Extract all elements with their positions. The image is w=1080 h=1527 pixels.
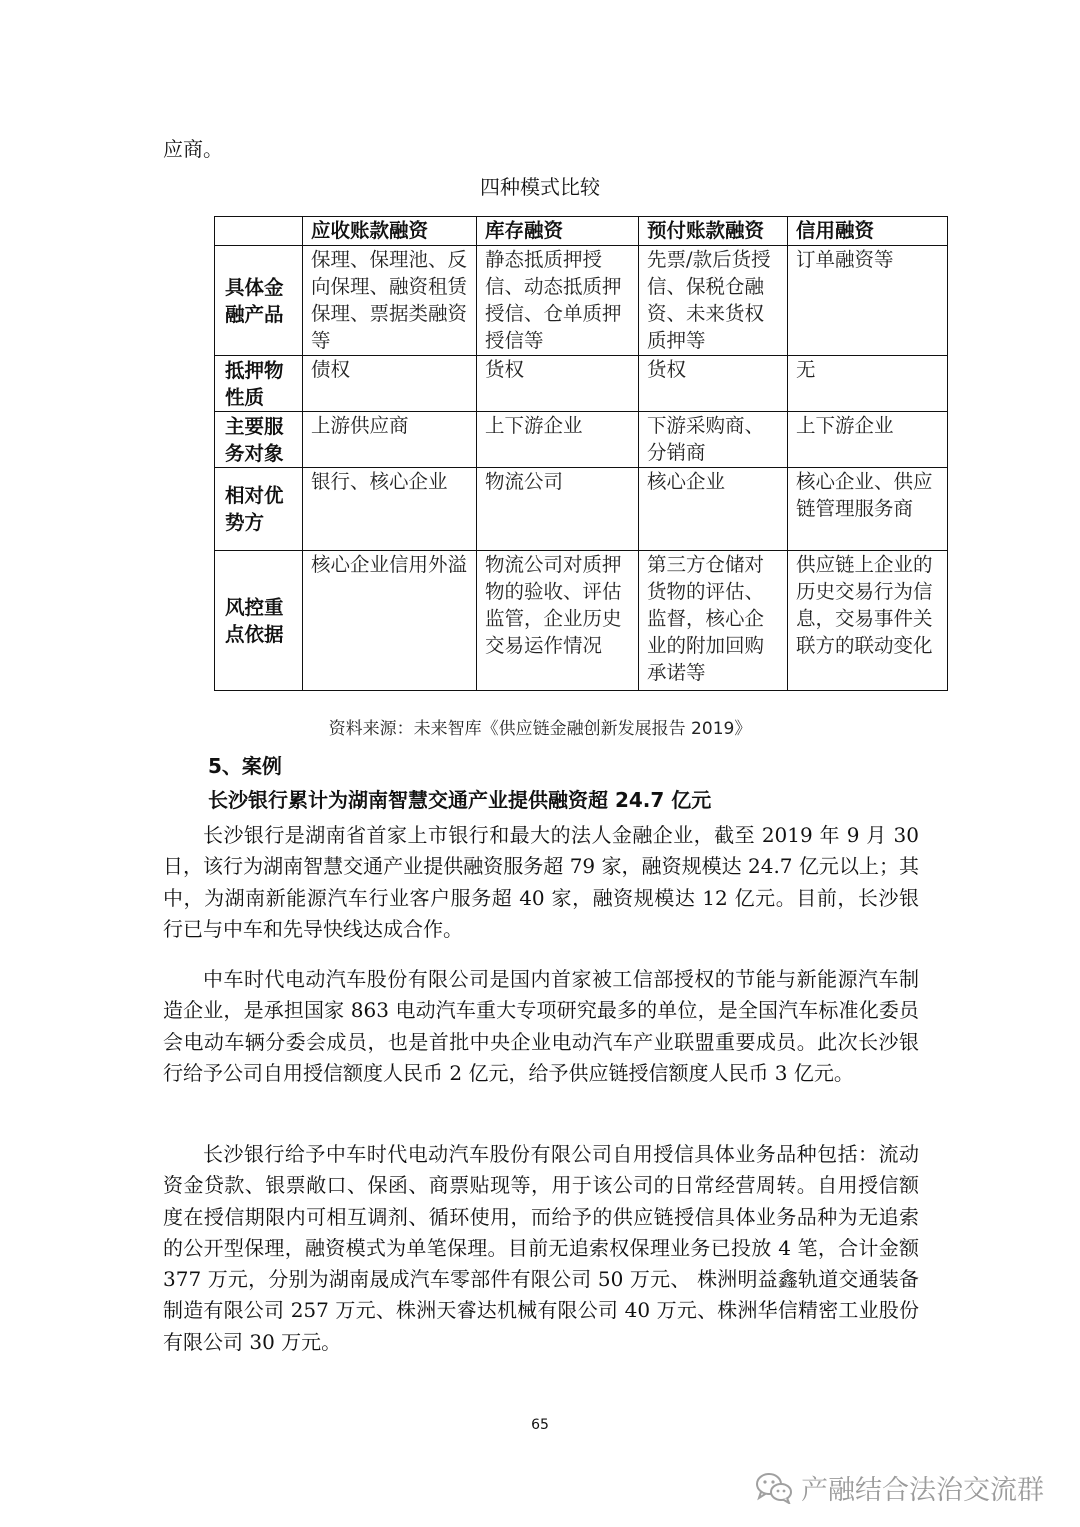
- header-cell: 库存融资: [477, 217, 639, 246]
- table-cell: 订单融资等: [788, 246, 948, 356]
- table-cell: 下游采购商、分销商: [639, 412, 788, 468]
- table-cell: 上下游企业: [477, 412, 639, 468]
- table-header-row: [215, 217, 948, 246]
- lead-text: 应商。: [163, 137, 223, 161]
- body-paragraph: 长沙银行给予中车时代电动汽车股份有限公司自用授信具体业务品种包括：流动资金贷款、银票敞口、保函、商票贴现等，用于该公司的日常经营周转。自用授信额度在授信期限内可相互调剂、循环使用，而给予的供应链授信具体业务品种为无追索的公开型保理，融资模式为单笔保理。目前无追索权保理业务已投放 4 笔，合计金额 377 万元，分别为湖南晟成汽车零部件有限公司 50 万元、 株洲明益鑫轨道交通装备制造有限公司 257 万元、株洲天睿达机械有限公司 40 万元、株洲华信精密工业股份有限公司 30 万元。: [163, 1142, 919, 1354]
- table-cell: 物流公司对质押物的验收、评估监管，企业历史交易运作情况: [477, 551, 639, 691]
- row-label: 主要服务对象: [215, 412, 303, 468]
- table-row: [215, 551, 948, 691]
- row-label: 相对优势方: [215, 468, 303, 551]
- table-cell: 核心企业信用外溢: [303, 551, 477, 691]
- body-paragraph: 长沙银行是湖南省首家上市银行和最大的法人金融企业，截至 2019 年 9 月 30 日，该行为湖南智慧交通产业提供融资服务超 79 家，融资规模达 24.7 亿元以上；其中，为湖南新能源汽车行业客户服务超 40 家，融资规模达 12 亿元。目前，长沙银行已与中车和先导快线达成合作。: [163, 823, 919, 941]
- table-cell: 第三方仓储对货物的评估、监督，核心企业的附加回购承诺等: [639, 551, 788, 691]
- table-cell: 货权: [639, 356, 788, 412]
- header-cell: [215, 217, 303, 246]
- table-cell: 上下游企业: [788, 412, 948, 468]
- table-row: [215, 246, 948, 356]
- table-cell: 先票/款后货授信、保税仓融资、未来货权质押等: [639, 246, 788, 356]
- table-source-note: 资料来源：未来智库《供应链金融创新发展报告 2019》: [328, 719, 752, 739]
- body-paragraph: 中车时代电动汽车股份有限公司是国内首家被工信部授权的节能与新能源汽车制造企业，是承担国家 863 电动汽车重大专项研究最多的单位，是全国汽车标准化委员会电动车辆分委会成员，也是首批中央企业电动汽车产业联盟重要成员。此次长沙银行给予公司自用授信额度人民币 2 亿元，给予供应链授信额度人民币 3 亿元。: [163, 967, 919, 1085]
- table-cell: 物流公司: [477, 468, 639, 551]
- table-row: [215, 356, 948, 412]
- header-cell: 信用融资: [788, 217, 948, 246]
- row-label: 具体金融产品: [215, 246, 303, 356]
- table-cell: 债权: [303, 356, 477, 412]
- table-cell: 货权: [477, 356, 639, 412]
- row-label: 抵押物性质: [215, 356, 303, 412]
- header-cell: 应收账款融资: [303, 217, 477, 246]
- section-heading: 5、案例: [208, 754, 282, 778]
- table-cell: 银行、核心企业: [303, 468, 477, 551]
- table-cell: 核心企业、供应链管理服务商: [788, 468, 948, 551]
- table-cell: 保理、保理池、反向保理、融资租赁保理、票据类融资等: [303, 246, 477, 356]
- watermark-text: 产融结合法治交流群: [801, 1475, 1044, 1506]
- wechat-icon: [755, 1472, 793, 1504]
- table-cell: 静态抵质押授信、动态抵质押授信、仓单质押授信等: [477, 246, 639, 356]
- header-cell: 预付账款融资: [639, 217, 788, 246]
- table-row: [215, 412, 948, 468]
- page-number: 65: [531, 1417, 549, 1433]
- table-cell: 上游供应商: [303, 412, 477, 468]
- table-title: 四种模式比较: [480, 175, 600, 199]
- comparison-table: [214, 216, 948, 691]
- case-heading: 长沙银行累计为湖南智慧交通产业提供融资超 24.7 亿元: [208, 788, 712, 812]
- row-label: 风控重点依据: [215, 551, 303, 691]
- table-row: [215, 468, 948, 551]
- table-cell: 核心企业: [639, 468, 788, 551]
- table-cell: 供应链上企业的历史交易行为信息，交易事件关联方的联动变化: [788, 551, 948, 691]
- watermark: [755, 1468, 1044, 1507]
- table-cell: 无: [788, 356, 948, 412]
